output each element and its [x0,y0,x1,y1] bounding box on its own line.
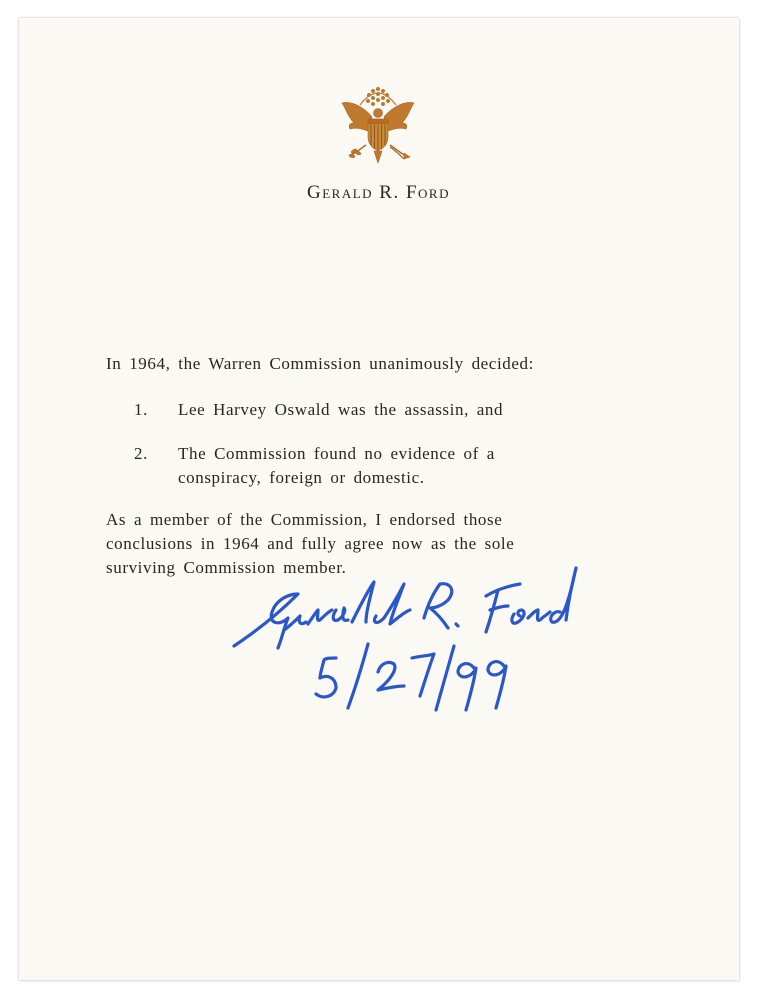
list-item-number: 1. [134,400,148,419]
list-item-line: conspiracy, foreign or domestic. [178,468,425,487]
closing-line: As a member of the Commission, I endorsed those [106,510,503,529]
list-item-text [178,442,495,490]
letterhead-name: Gerald R. Ford [307,182,450,203]
closing-line: surviving Commission member. [106,558,347,577]
intro-paragraph: In 1964, the Warren Commission unanimously decided: [106,354,534,373]
list-item-line: The Commission found no evidence of a [178,444,495,463]
list-item-text [178,398,503,422]
handwritten-signature [228,560,588,730]
presidential-eagle-seal-icon [336,83,420,169]
list-item-number: 2. [134,444,148,463]
closing-line: conclusions in 1964 and fully agree now as the sole [106,534,515,553]
stars-cluster [366,87,389,105]
list-item-line: Lee Harvey Oswald was the assassin, and [178,400,504,419]
